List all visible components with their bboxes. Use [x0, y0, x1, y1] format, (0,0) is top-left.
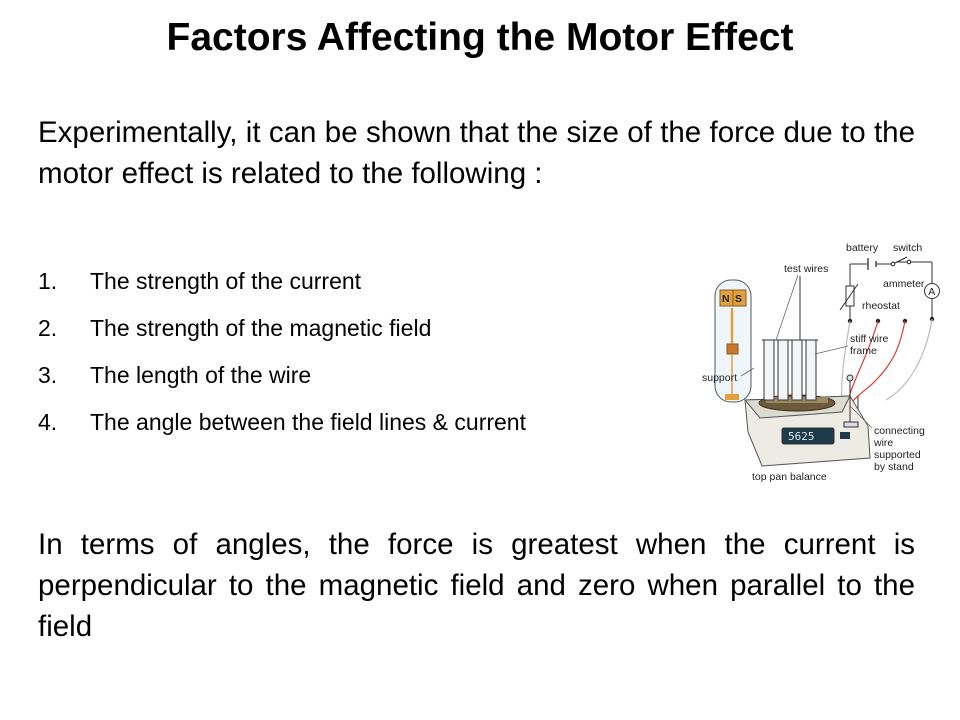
- list-item: [38, 268, 718, 294]
- slide-title: Factors Affecting the Motor Effect: [166, 16, 794, 59]
- label-battery: battery: [846, 242, 879, 254]
- battery-icon: [868, 258, 876, 270]
- factor-list: [38, 268, 718, 456]
- ammeter-icon: [925, 284, 940, 299]
- label-support: support: [702, 372, 738, 384]
- magnet-south-label: S: [735, 293, 743, 305]
- connection-dots: [848, 317, 934, 323]
- list-item: [38, 315, 718, 341]
- label-supported: supported: [874, 449, 921, 461]
- label-stiff-wire-frame: frame: [850, 345, 877, 357]
- balance-icon: [745, 395, 870, 466]
- conclusion-paragraph: In terms of angles, the force is greatest when the current is perpendicular to the magnetic field and zero when parallel to the field: [38, 528, 915, 643]
- apparatus-diagram: [700, 236, 960, 492]
- list-item-text: The strength of the current: [90, 268, 362, 294]
- label-switch: switch: [893, 242, 923, 254]
- list-item-text: The strength of the magnetic field: [90, 315, 432, 341]
- intro-paragraph: Experimentally, it can be shown that the size of the force due to the motor effect is related to the following :: [38, 116, 915, 190]
- rheostat-icon: [840, 284, 858, 310]
- list-number: 2.: [38, 315, 58, 341]
- list-item-text: The length of the wire: [90, 362, 312, 388]
- list-item-text: The angle between the field lines & current: [90, 409, 526, 435]
- list-item: [38, 362, 718, 388]
- list-number: 4.: [38, 409, 58, 435]
- magnet-north-label: N: [722, 293, 730, 305]
- ammeter-symbol: A: [928, 286, 936, 298]
- label-rheostat: rheostat: [862, 300, 900, 312]
- stiff-wire-frame-icon: [762, 340, 818, 400]
- label-connecting: connecting: [874, 425, 925, 437]
- label-stiff-wire: stiff wire: [850, 333, 889, 345]
- list-number: 3.: [38, 362, 58, 388]
- label-test-wires: test wires: [784, 263, 829, 275]
- balance-reading: 5625: [788, 430, 815, 443]
- list-number: 1.: [38, 268, 58, 294]
- switch-icon: [891, 257, 911, 266]
- label-connecting-wire: wire: [874, 437, 894, 449]
- label-by-stand: by stand: [874, 461, 914, 473]
- list-item: [38, 409, 718, 435]
- label-ammeter: ammeter: [883, 278, 925, 290]
- label-top-pan-balance: top pan balance: [752, 471, 827, 483]
